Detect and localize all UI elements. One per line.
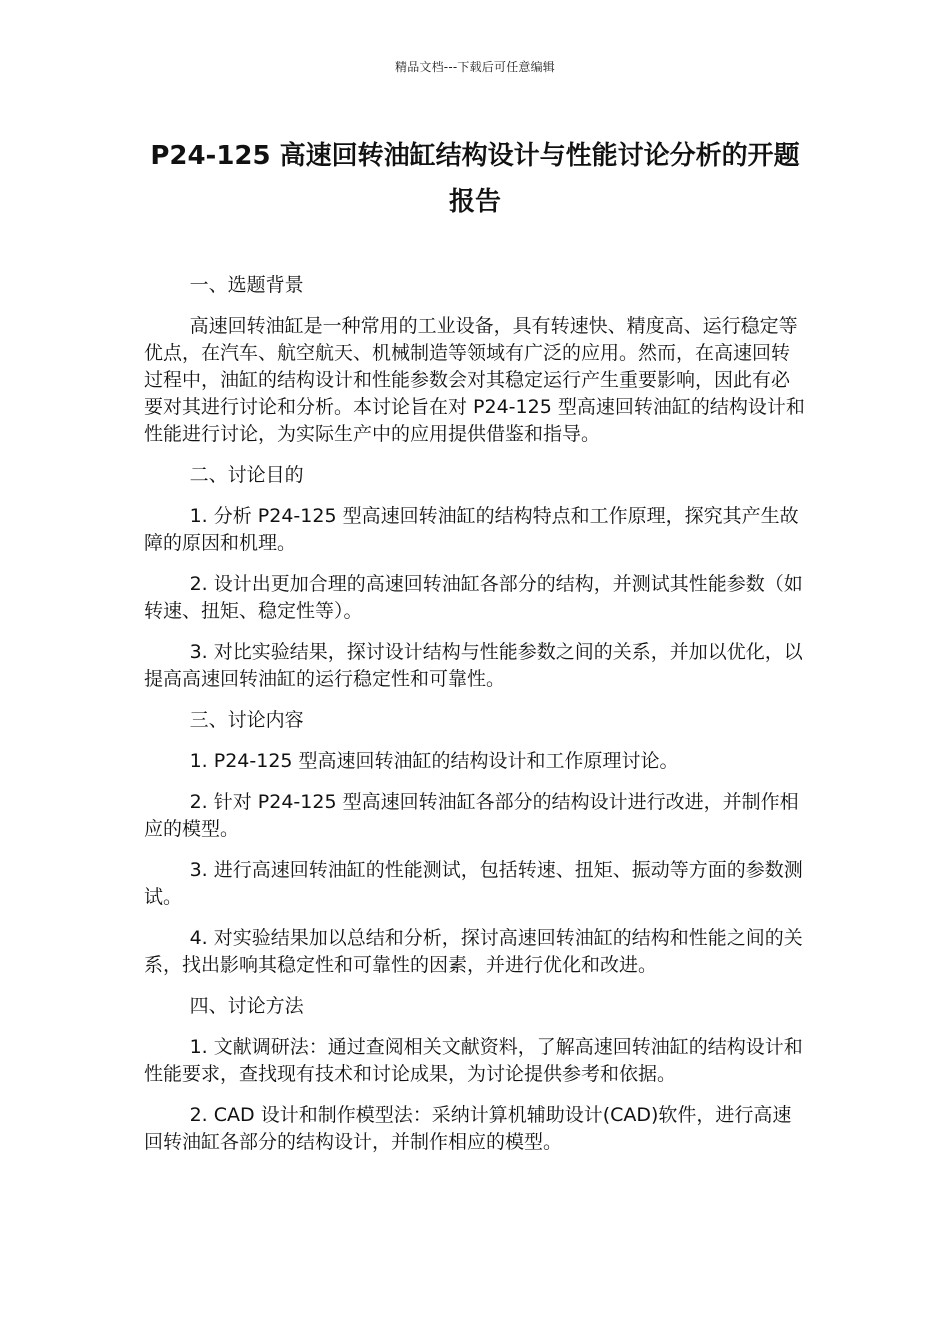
section-heading: 二、讨论目的 — [189, 464, 304, 486]
paragraph: 高速回转油缸是一种常用的工业设备，具有转速快、精度高、运行稳定等优点，在汽车、航空航天、机械制造等领域有广泛的应用。然而，在高速回转过程中，油缸的结构设计和性能参数会对其稳定运行产生重要影响，因此有必要对其进行讨论和分析。本讨论旨在对 P24-125 型高速回转油缸的结构设计和性能进行讨论，为实际生产中的应用提供借鉴和指导。 — [144, 315, 805, 445]
paragraph: 2. CAD 设计和制作模型法：采纳计算机辅助设计(CAD)软件，进行高速回转油缸各部分的结构设计，并制作相应的模型。 — [144, 1104, 792, 1153]
header-note: 精品文档---下载后可任意编辑 — [395, 60, 555, 74]
section-heading: 四、讨论方法 — [189, 995, 304, 1017]
paragraph: 1. 分析 P24-125 型高速回转油缸的结构特点和工作原理，探究其产生故障的原因和机理。 — [144, 505, 799, 554]
section-heading: 三、讨论内容 — [189, 709, 304, 731]
paragraph: 1. P24-125 型高速回转油缸的结构设计和工作原理讨论。 — [189, 750, 679, 772]
document-title: P24-125 高速回转油缸结构设计与性能讨论分析的开题报告 — [150, 141, 800, 217]
paragraph: 2. 针对 P24-125 型高速回转油缸各部分的结构设计进行改进，并制作相应的模型。 — [144, 791, 799, 840]
paragraph: 4. 对实验结果加以总结和分析，探讨高速回转油缸的结构和性能之间的关系，找出影响其稳定性和可靠性的因素，并进行优化和改进。 — [144, 927, 803, 976]
document-body — [144, 272, 806, 1170]
paragraph: 3. 对比实验结果，探讨设计结构与性能参数之间的关系，并加以优化，以提高高速回转油缸的运行稳定性和可靠性。 — [144, 641, 803, 690]
section-heading: 一、选题背景 — [189, 274, 304, 296]
paragraph: 3. 进行高速回转油缸的性能测试，包括转速、扭矩、振动等方面的参数测试。 — [144, 859, 803, 908]
paragraph: 2. 设计出更加合理的高速回转油缸各部分的结构，并测试其性能参数（如转速、扭矩、稳定性等）。 — [144, 573, 803, 622]
paragraph: 1. 文献调研法：通过查阅相关文献资料，了解高速回转油缸的结构设计和性能要求，查找现有技术和讨论成果，为讨论提供参考和依据。 — [144, 1036, 803, 1085]
